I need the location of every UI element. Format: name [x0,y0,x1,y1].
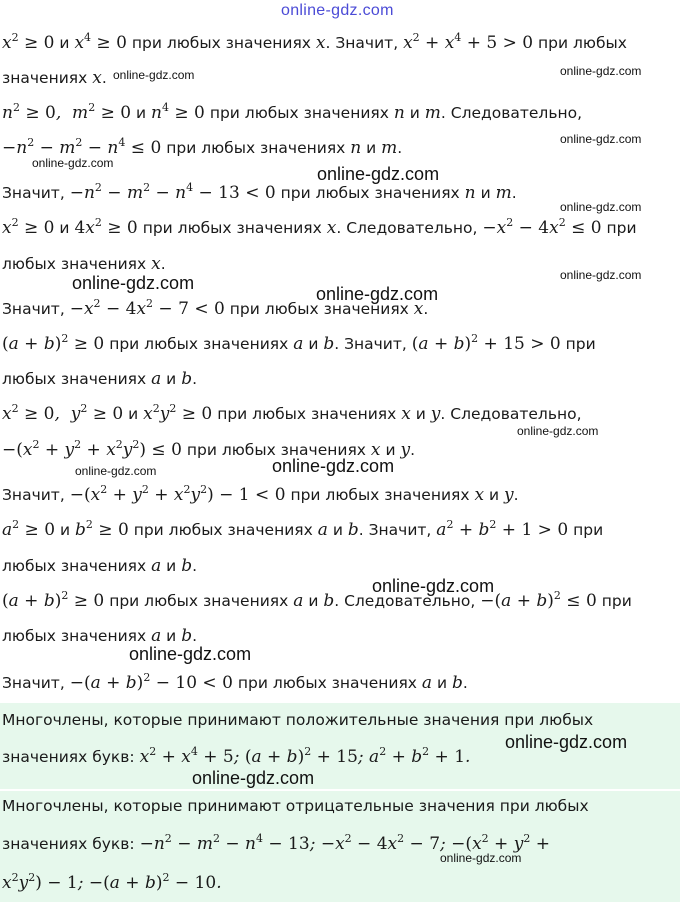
watermark: online-gdz.com [560,132,642,146]
text-line: Значит, $-n^2 - m^2 - n^4 - 13 < 0$ при любых значениях n и m. [2,181,517,203]
negative-summary-list-cont: $x^2y^2) - 1$; $-(a + b)^2 - 10$. [2,871,222,893]
watermark: online-gdz.com [192,768,315,788]
text-line: $(a + b)^2 \ge 0$ при любых значениях a и b. Значит, $(a + b)^2 + 15 > 0$ при [2,332,596,354]
watermark: online-gdz.com [560,268,642,282]
text-line: Значит, $-x^2 - 4x^2 - 7 < 0$ при любых значениях x. [2,297,429,319]
negative-summary-list: значениях букв: $-n^2 - m^2 - n^4 - 13$; $-x^2 - 4x^2 - 7$; $-(x^2 + y^2$ + [2,832,550,854]
text-line: $n^2 \ge 0$, $m^2 \ge 0$ и $n^4 \ge 0$ при любых значениях n и m. Следовательно, [2,101,583,123]
watermark: online-gdz.com [72,273,195,293]
watermark: online-gdz.com [440,851,522,865]
watermark: online-gdz.com [505,732,628,752]
watermark: online-gdz.com [75,464,157,478]
text-line: $x^2 \ge 0$ и $x^4 \ge 0$ при любых значениях x. Значит, $x^2 + x^4 + 5 > 0$ при любых [2,31,627,53]
watermark: online-gdz.com [560,200,642,214]
watermark: online-gdz.com [129,644,252,664]
watermark: online-gdz.com [372,576,495,596]
watermark: online-gdz.com [517,424,599,438]
watermark: online-gdz.com [113,68,195,82]
text-line: $a^2 \ge 0$ и $b^2 \ge 0$ при любых значениях a и b. Значит, $a^2 + b^2 + 1 > 0$ при [2,518,604,540]
watermark: online-gdz.com [560,64,642,78]
watermark: online-gdz.com [316,284,439,304]
positive-summary-list: значениях букв: $x^2 + x^4 + 5$; $(a + b)^2 + 15$; $a^2 + b^2 + 1$. [2,745,471,767]
text-line: $x^2 \ge 0$ и $4x^2 \ge 0$ при любых значениях x. Следовательно, $-x^2 - 4x^2 \le 0$ при [2,216,637,238]
text-line: любых значениях a и b. [2,556,198,576]
text-line: $-n^2 - m^2 - n^4 \le 0$ при любых значениях n и m. [2,136,403,158]
text-line: $-(x^2 + y^2 + x^2y^2) \le 0$ при любых значениях x и y. [2,438,415,460]
text-line: $x^2 \ge 0$, $y^2 \ge 0$ и $x^2y^2 \ge 0$ при любых значениях x и y. Следовательно, [2,402,582,424]
text-line: любых значениях x. [2,254,166,274]
text-line: Значит, $-(a + b)^2 - 10 < 0$ при любых значениях a и b. [2,671,468,693]
text-line: значениях x. [2,68,107,88]
header-watermark: online-gdz.com [281,2,394,19]
positive-summary-title: Многочлены, которые принимают положительные значения при любых [2,711,594,729]
text-line: $(a + b)^2 \ge 0$ при любых значениях a и b. Следовательно, $-(a + b)^2 \le 0$ при [2,589,632,611]
watermark: online-gdz.com [317,164,440,184]
watermark: online-gdz.com [272,456,395,476]
text-line: любых значениях a и b. [2,369,198,389]
watermark: online-gdz.com [32,156,114,170]
text-line: Значит, $-(x^2 + y^2 + x^2y^2) - 1 < 0$ при любых значениях x и y. [2,483,519,505]
negative-summary-title: Многочлены, которые принимают отрицательные значения при любых [2,797,589,815]
text-line: любых значениях a и b. [2,626,198,646]
